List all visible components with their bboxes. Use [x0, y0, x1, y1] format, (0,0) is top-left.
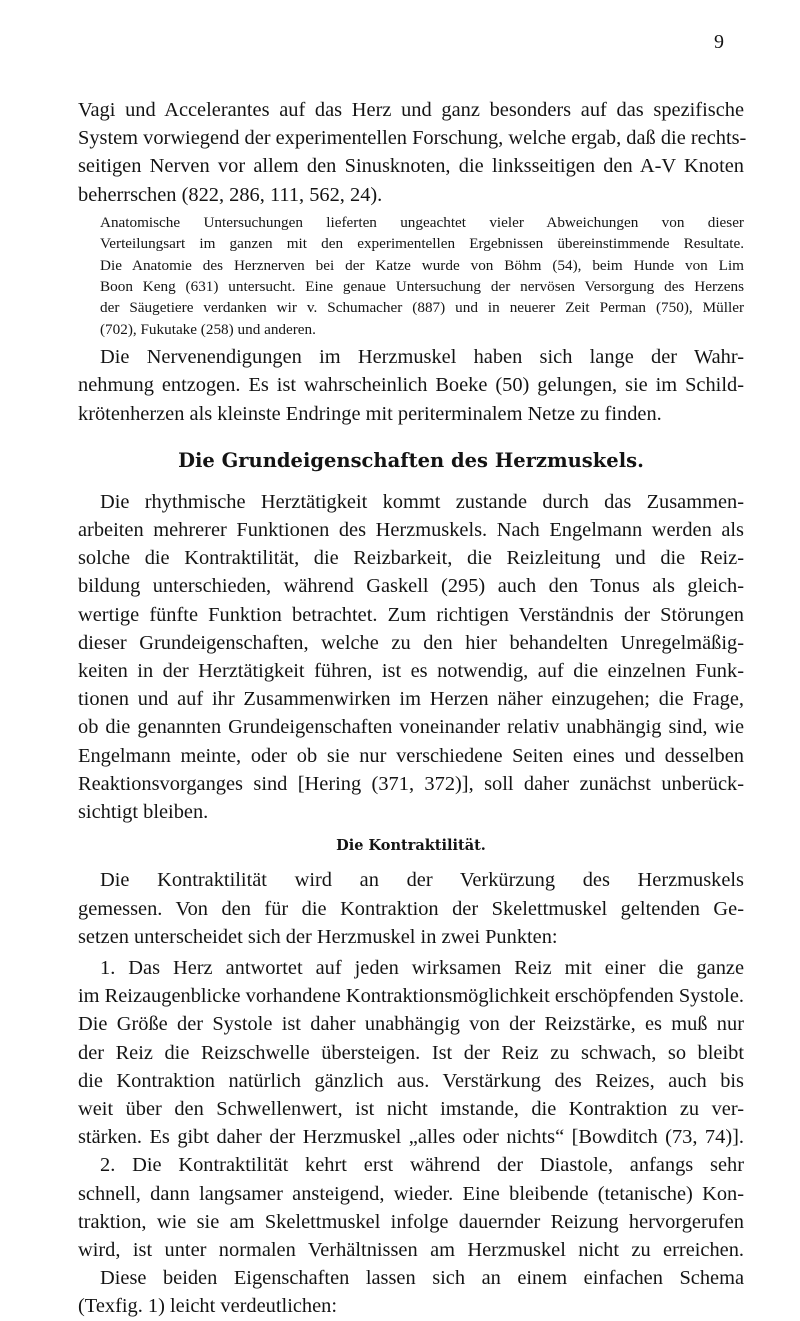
- text-line: bildung unterschieden, während Gaskell (295) auch den Tonus als gleich-: [78, 575, 744, 598]
- text-line: (Texfig. 1) leicht verdeutlichen:: [78, 1295, 338, 1318]
- text-line: die Kontraktion natürlich gänzlich aus. Verstärkung des Reizes, auch bis: [78, 1069, 744, 1092]
- text-line: nehmung entzogen. Es ist wahrscheinlich Boeke (50) gelungen, sie im Schild-: [78, 374, 744, 397]
- text-line: tionen und auf ihr Zusammenwirken im Herzen näher einzugehen; die Frage,: [78, 688, 744, 711]
- text-line: setzen unterscheidet sich der Herzmuskel in zwei Punkten:: [78, 925, 558, 948]
- paragraph-schema: [78, 1264, 744, 1320]
- text-line: im Reizaugenblicke vorhandene Kontraktionsmöglichkeit erschöpfenden Systole.: [78, 985, 744, 1008]
- text-line: Die Größe der Systole ist daher unabhängig von der Reizstärke, es muß nur: [78, 1013, 744, 1036]
- smallprint-anatomical-studies: [78, 212, 744, 340]
- section-heading: Die Grundeigenschaften des Herzmuskels.: [178, 448, 644, 472]
- text-line: Die Anatomie des Herznerven bei der Katze wurde von Böhm (54), beim Hunde von Lim: [100, 256, 744, 274]
- text-line: wird, ist unter normalen Verhältnissen am Herzmuskel nicht zu erreichen.: [78, 1238, 744, 1261]
- text-line: Boon Keng (631) untersucht. Eine genaue Untersuchung der nervösen Versorgung des Herzens: [100, 278, 744, 296]
- text-line: beherrschen (822, 286, 111, 562, 24).: [78, 183, 383, 206]
- text-line: arbeiten mehrerer Funktionen des Herzmuskels. Nach Engelmann werden als: [78, 519, 744, 542]
- text-line: stärken. Es gibt daher der Herzmuskel „alles oder nichts“ [Bowditch (73, 74)].: [78, 1126, 744, 1149]
- paragraph-point-one: [78, 954, 744, 1151]
- page-number: 9: [714, 31, 724, 53]
- text-line: schnell, dann langsamer ansteigend, wieder. Eine bleibende (tetanische) Kon-: [78, 1182, 744, 1205]
- text-line: wertige fünfte Funktion betrachtet. Zum richtigen Verständnis der Störungen: [78, 603, 744, 626]
- text-line: Engelmann meinte, oder ob sie nur verschiedene Seiten eines und desselben: [78, 744, 744, 767]
- text-line: gemessen. Von den für die Kontraktion der Skelettmuskel geltenden Ge-: [78, 897, 744, 920]
- text-line: Anatomische Untersuchungen lieferten ungeachtet vieler Abweichungen von dieser: [100, 213, 744, 231]
- text-line: traktion, wie sie am Skelettmuskel infolge dauernder Reizung hervorgerufen: [78, 1210, 744, 1233]
- text-line: Diese beiden Eigenschaften lassen sich an einem einfachen Schema: [100, 1267, 744, 1290]
- text-column: [78, 96, 747, 1321]
- text-line: keiten in der Herztätigkeit führen, ist es notwendig, auf die einzelnen Funk-: [78, 660, 744, 683]
- text-line: 1. Das Herz antwortet auf jeden wirksamen Reiz mit einer die ganze: [100, 956, 744, 979]
- text-line: Die rhythmische Herztätigkeit kommt zustande durch das Zusammen-: [100, 490, 744, 513]
- text-line: (702), Fukutake (258) und anderen.: [100, 320, 316, 338]
- paragraph-basic-properties: [78, 488, 744, 826]
- text-line: solche die Kontraktilität, die Reizbarkeit, die Reizleitung und die Reiz-: [78, 547, 744, 570]
- paragraph-contractility-intro: [78, 866, 744, 951]
- text-line: seitigen Nerven vor allem den Sinusknoten, die linksseitigen den A-V Knoten: [78, 155, 744, 178]
- text-line: Reaktionsvorganges sind [Hering (371, 372)], soll daher zunächst unberück-: [78, 772, 744, 795]
- text-line: ob die genannten Grundeigenschaften voneinander relativ unabhängig sind, wie: [78, 716, 744, 739]
- text-line: Die Nervenendigungen im Herzmuskel haben sich lange der Wahr-: [100, 346, 744, 369]
- paragraph-point-two: [78, 1151, 744, 1264]
- text-line: System vorwiegend der experimentellen Forschung, welche ergab, daß die rechts-: [78, 127, 747, 150]
- text-line: Verteilungsart im ganzen mit den experimentellen Ergebnissen übereinstimmende Resultate.: [100, 235, 744, 253]
- text-line: der Reiz die Reizschwelle übersteigen. Ist der Reiz zu schwach, so bleibt: [78, 1041, 744, 1064]
- text-line: krötenherzen als kleinste Endringe mit periterminalem Netze zu finden.: [78, 402, 662, 425]
- paragraph-vagi-accelerantes: [78, 96, 747, 209]
- text-line: Die Kontraktilität wird an der Verkürzung des Herzmuskels: [100, 869, 744, 892]
- text-line: 2. Die Kontraktilität kehrt erst während der Diastole, anfangs sehr: [100, 1154, 744, 1177]
- text-line: weit über den Schwellenwert, ist nicht imstande, die Kontraktion zu ver-: [78, 1097, 744, 1120]
- subsection-heading: Die Kontraktilität.: [336, 837, 486, 855]
- text-line: sichtigt bleiben.: [78, 801, 209, 824]
- text-line: Vagi und Accelerantes auf das Herz und ganz besonders auf das spezifische: [78, 99, 744, 121]
- paragraph-nerve-endings: [78, 343, 744, 428]
- text-line: dieser Grundeigenschaften, welche zu den hier behandelten Unregelmäßig-: [78, 631, 744, 654]
- text-line: der Säugetiere verdanken wir v. Schumacher (887) und in neuerer Zeit Perman (750), Müller: [100, 299, 744, 317]
